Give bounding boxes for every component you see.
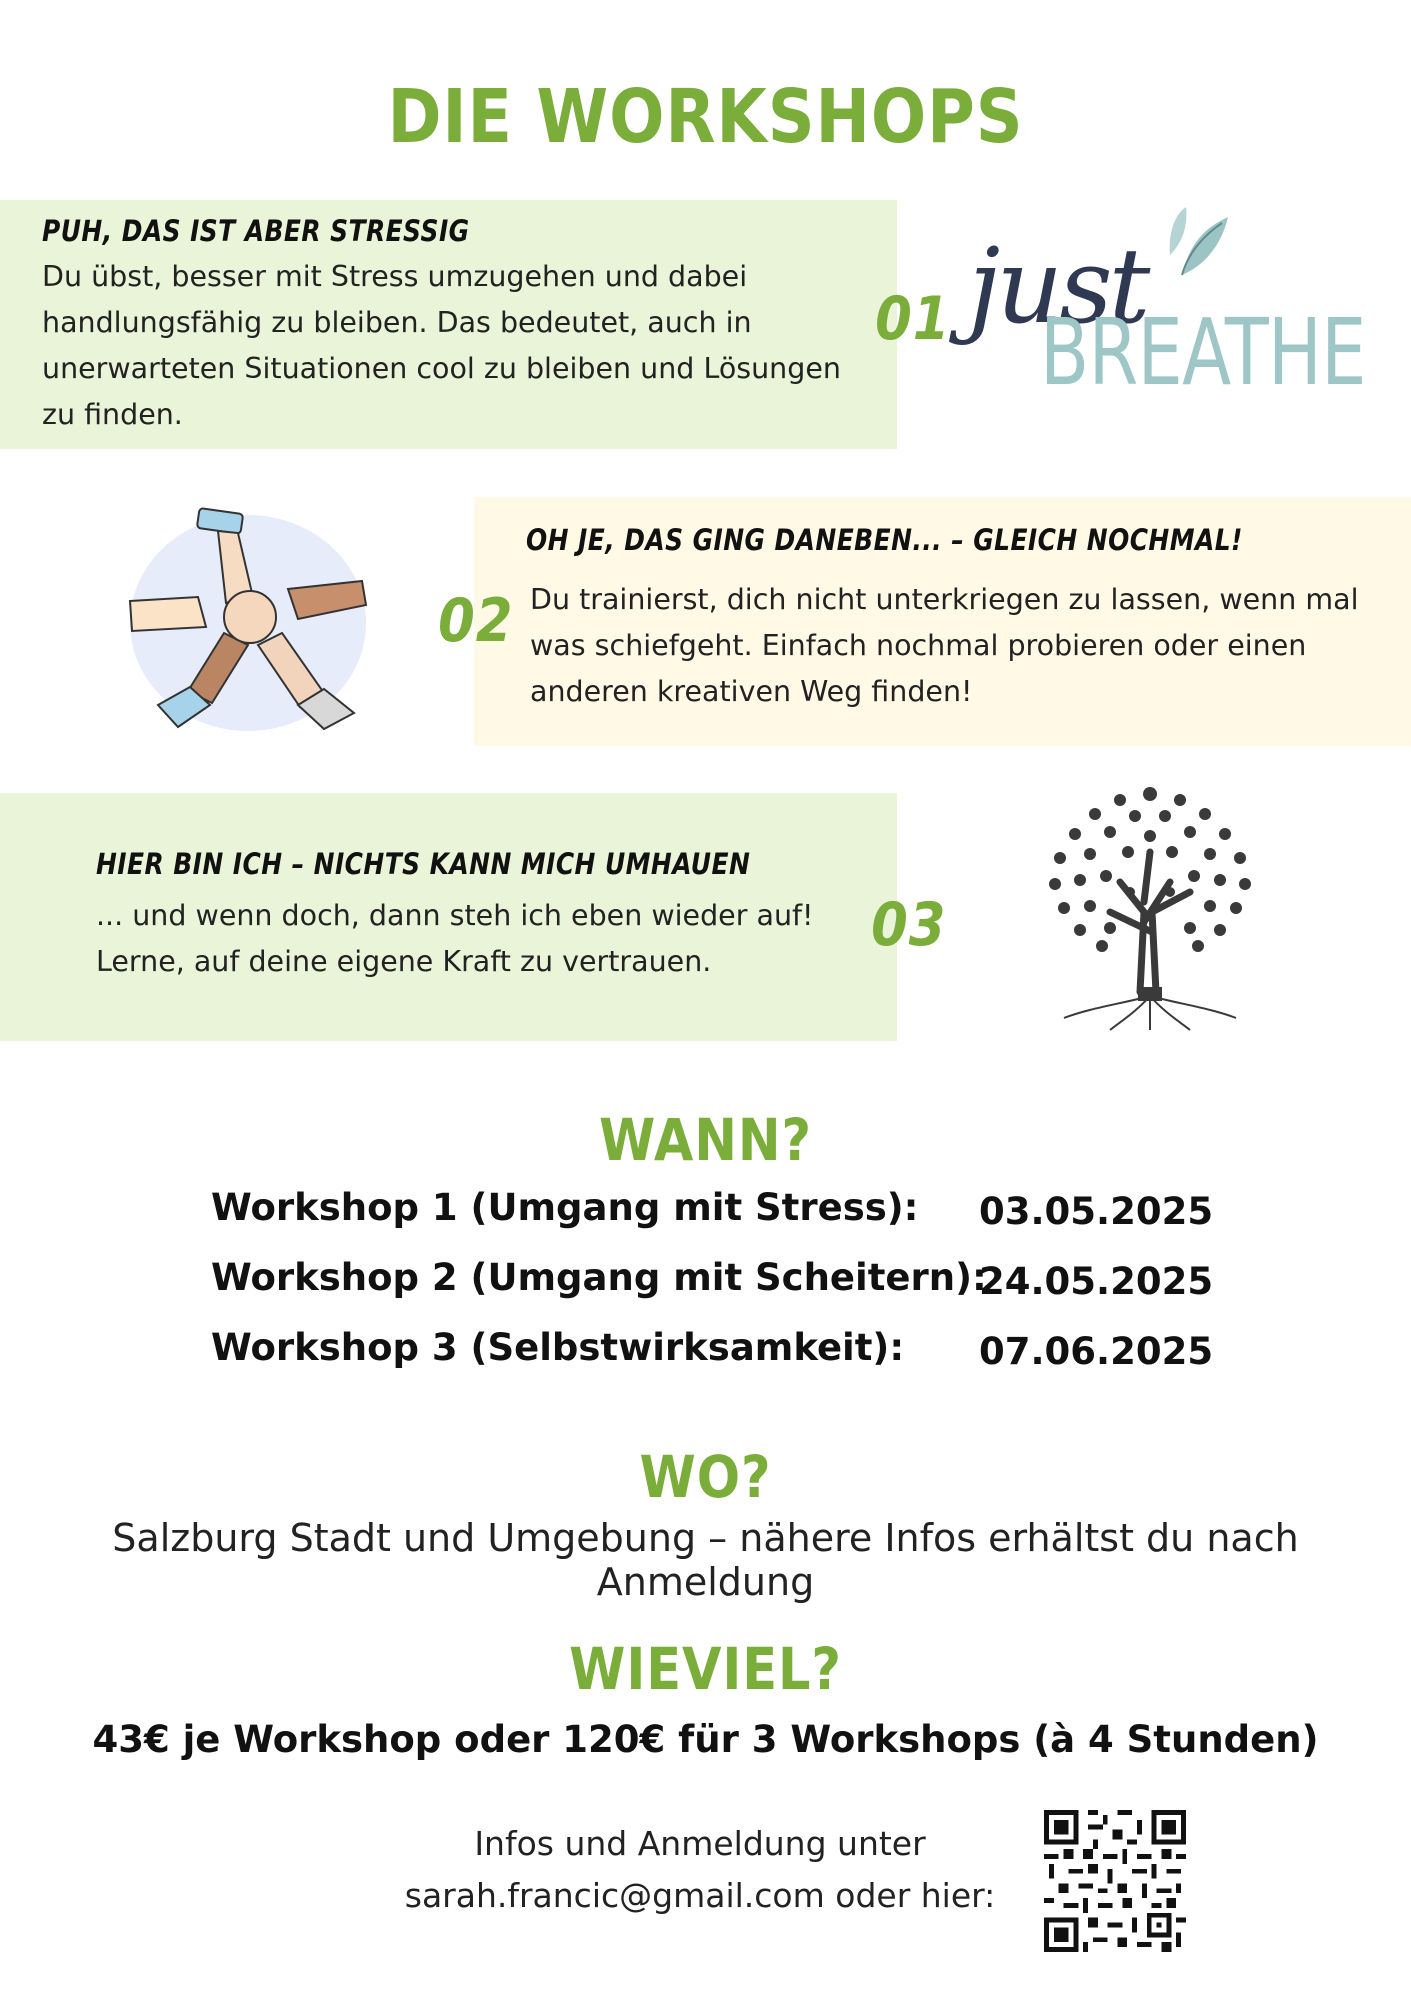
workshop-1-band [0, 200, 897, 449]
workshop-3-heading: HIER BIN ICH – NICHTS KANN MICH UMHAUEN [96, 847, 751, 881]
tree-image [1040, 782, 1260, 1032]
workshop-2-text: Du trainierst, dich nicht unterkriegen zu lassen, wenn mal was schiefgeht. Einfach nochmal probieren oder einen anderen kreativen Weg finden! [530, 583, 1359, 708]
breathe-text: BREATHE [1040, 299, 1366, 406]
when-row-2-label: Workshop 2 (Umgang mit Scheitern): [211, 1256, 987, 1299]
workshop-2-number: 02 [438, 586, 514, 656]
price-text: 43€ je Workshop oder 120€ für 3 Workshops (à 4 Stunden) [92, 1718, 1319, 1761]
workshop-2-heading: OH JE, DAS GING DANEBEN... – GLEICH NOCHMAL! [526, 523, 1243, 557]
hands-fist-bump-icon [128, 505, 368, 733]
page-title: DIE WORKSHOPS [387, 74, 1024, 160]
when-row-3-date: 07.06.2025 [979, 1330, 1214, 1373]
contact-line-2: sarah.francic@gmail.com oder hier: [404, 1876, 996, 1915]
when-row-1-label: Workshop 1 (Umgang mit Stress): [211, 1186, 919, 1229]
workshop-1-text: Du übst, besser mit Stress umzugehen und dabei handlungsfähig zu bleiben. Das bedeutet, auch in unerwarteten Situationen cool zu bleiben und Lösungen zu finden. [42, 260, 841, 431]
workshop-3-number: 03 [871, 890, 947, 960]
when-row-2-date: 24.05.2025 [979, 1260, 1214, 1303]
when-heading: WANN? [599, 1106, 812, 1174]
workshop-2-band [474, 497, 1411, 746]
just-breathe-image [960, 195, 1366, 415]
where-heading: WO? [639, 1443, 772, 1511]
when-row-1-date: 03.05.2025 [979, 1190, 1214, 1233]
where-text: Salzburg Stadt und Umgebung – nähere Infos erhältst du nach Anmeldung [112, 1516, 1299, 1604]
tree-icon [1040, 782, 1260, 1032]
qr-code-icon [1044, 1810, 1186, 1952]
workshop-1-heading: PUH, DAS IST ABER STRESSIG [42, 214, 470, 248]
when-row-3-label: Workshop 3 (Selbstwirksamkeit): [211, 1326, 905, 1369]
qr-code[interactable] [1044, 1810, 1186, 1952]
just-script-text: just [968, 225, 1147, 347]
price-heading: WIEVIEL? [569, 1635, 842, 1703]
contact-block [380, 1818, 1020, 1922]
contact-line-1: Infos und Anmeldung unter [474, 1824, 926, 1863]
workshop-3-band [0, 793, 897, 1041]
workshop-1-number: 01 [875, 284, 951, 354]
workshop-3-text: ... und wenn doch, dann steh ich eben wieder auf! Lerne, auf deine eigene Kraft zu vertrauen. [96, 899, 814, 978]
fist-bump-image [128, 505, 368, 733]
